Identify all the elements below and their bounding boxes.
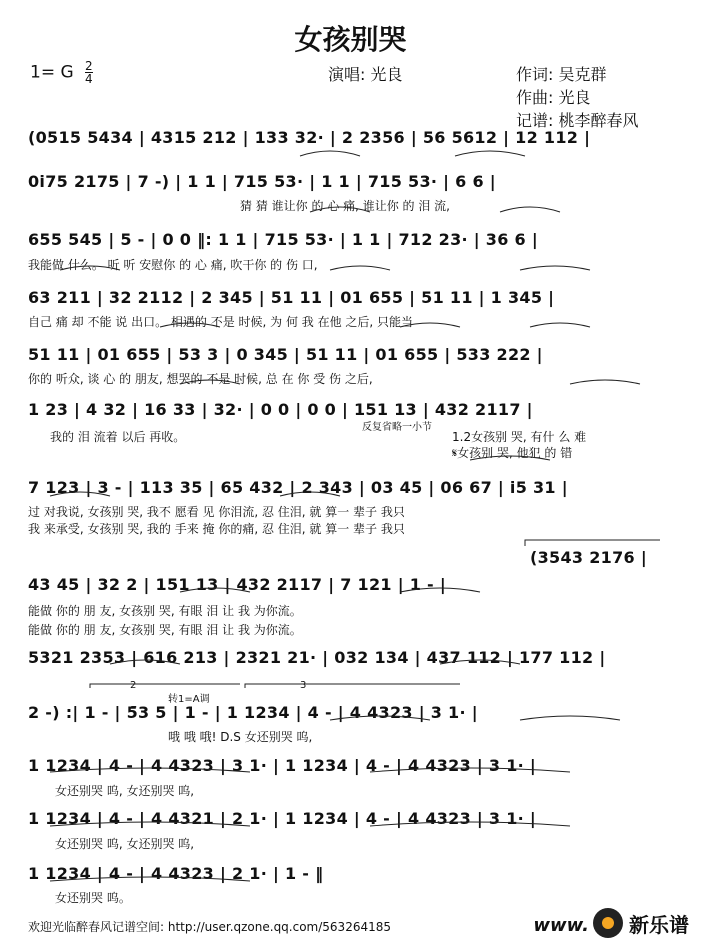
score-row-7: 7 123 | 3 - | 113 35 | 65 432 | 2 343 | 03 45 | 06 67 | i5 31 | bbox=[28, 478, 568, 497]
lyric-row-11: 女还别哭 呜, 女还别哭 呜, bbox=[55, 784, 195, 798]
key-label: 1= G bbox=[30, 62, 74, 83]
volta-bracket bbox=[90, 684, 240, 688]
time-sig-top: 2 bbox=[85, 59, 93, 73]
lyric-row-7b: 我 来承受, 女孩别 哭, 我的 手来 掩 你的痛, 忍 住泪, 就 算一 辈子 我只 bbox=[28, 522, 405, 536]
logo-text: 新乐谱 bbox=[629, 912, 689, 937]
lyric-row-8b: 能做 你的 朋 友, 女孩别 哭, 有眼 泪 让 我 为你流。 bbox=[28, 623, 302, 637]
lyric-row-13: 女还别哭 呜。 bbox=[55, 891, 131, 905]
score-row-2: 0i75 2175 | 7 -) | 1 1 | 715 53· | 1 1 | 715 53· | 6 6 | bbox=[28, 172, 496, 191]
time-sig-bottom: 4 bbox=[85, 72, 93, 86]
volta-3: 3 bbox=[300, 680, 307, 691]
score-row-6: 1 23 | 4 32 | 16 33 | 32· | 0 0 | 0 0 | 151 13 | 432 2117 | bbox=[28, 400, 533, 419]
slur-arc bbox=[455, 151, 525, 156]
score-row-13: 1 1234 | 4 - | 4 4323 | 2 1· | 1 - ‖ bbox=[28, 864, 324, 883]
score-row-9: 5321 2353 | 616 213 | 2321 21· | 032 134 | 437 112 | 177 112 | bbox=[28, 648, 606, 667]
volta-bracket bbox=[525, 540, 660, 546]
lyric-row-6c: 𝄋女孩别 哭, 他犯 的 错 bbox=[452, 446, 573, 460]
score-row-3: 655 545 | 5 - | 0 0 ‖: 1 1 | 715 53· | 1 1 | 712 23· | 36 6 | bbox=[28, 230, 538, 249]
repeat-note: 反复省略一小节 bbox=[362, 422, 432, 433]
lyric-row-7a: 过 对我说, 女孩别 哭, 我不 愿看 见 你泪流, 忍 住泪, 就 算一 辈子 我只 bbox=[28, 505, 405, 519]
ending-bracket: (3543 2176 | bbox=[530, 548, 647, 567]
slur-arc bbox=[570, 380, 640, 384]
score-row-11: 1 1234 | 4 - | 4 4323 | 3 1· | 1 1234 | 4 - | 4 4323 | 3 1· | bbox=[28, 756, 537, 775]
lyric-row-10: 哦 哦 哦! D.S 女还别哭 呜, bbox=[168, 730, 313, 744]
lyricist-credit: 作词: 吴克群 bbox=[516, 65, 607, 84]
footer-text: 欢迎光临醉春风记谱空间: http://user.qzone.qq.com/563264185 bbox=[28, 920, 392, 934]
score-row-4: 63 211 | 32 2112 | 2 345 | 51 11 | 01 655 | 51 11 | 1 345 | bbox=[28, 288, 555, 307]
singer-credit: 演唱: 光良 bbox=[328, 65, 403, 84]
volta-2: 2 bbox=[130, 680, 137, 691]
transcriber-credit: 记谱: 桃李醉春风 bbox=[516, 111, 639, 130]
www-text: www. bbox=[533, 915, 589, 936]
score-row-1: (0515 5434 | 4315 212 | 133 32· | 2 2356 | 56 5612 | 12 112 | bbox=[28, 128, 591, 147]
slur-arc bbox=[530, 323, 590, 327]
key-signature bbox=[30, 60, 93, 85]
lyric-row-12: 女还别哭 呜, 女还别哭 呜, bbox=[55, 837, 195, 851]
lyric-row-6b: 1.2女孩别 哭, 有什 么 难 bbox=[452, 430, 587, 444]
score-row-5: 51 11 | 01 655 | 53 3 | 0 345 | 51 11 | 01 655 | 533 222 | bbox=[28, 345, 543, 364]
slur-arc bbox=[500, 207, 560, 212]
slur-arc bbox=[520, 266, 590, 270]
score-row-10: 2 -) :| 1 - | 5̄3 5 | 1 - | 1 1234 | 4 - | 4 4323 | 3 1· | bbox=[28, 703, 478, 722]
lyric-row-6: 我的 泪 流着 以后 再收。 bbox=[50, 430, 186, 444]
volta-bracket bbox=[245, 684, 460, 688]
composer-credit: 作曲: 光良 bbox=[516, 88, 591, 107]
lyric-row-3: 我能做 什么。 听 听 安慰你 的 心 痛, 吹干你 的 伤 口, bbox=[28, 258, 318, 272]
score-row-8: 43 45 | 32 2 | 151 13 | 432 2117 | 7 121 | 1 - | bbox=[28, 575, 446, 594]
score-row-12: 1 1234 | 4 - | 4 4321 | 2 1· | 1 1234 | 4 - | 4 4323 | 3 1· | bbox=[28, 809, 537, 828]
slur-arc bbox=[520, 716, 620, 720]
site-logo bbox=[593, 906, 689, 940]
song-title: 女孩别哭 bbox=[294, 23, 407, 56]
modulation-note: 转1=A调 bbox=[168, 694, 210, 705]
time-signature bbox=[85, 60, 93, 85]
disc-icon bbox=[593, 908, 623, 938]
slur-arc bbox=[330, 266, 390, 270]
lyric-row-8a: 能做 你的 朋 友, 女孩别 哭, 有眼 泪 让 我 为你流。 bbox=[28, 604, 302, 618]
lyric-row-2: 猜 猜 谁让你 的 心 痛, 谁让你 的 泪 流, bbox=[240, 199, 450, 213]
slur-arc bbox=[300, 151, 360, 156]
lyric-row-5: 你的 听众, 谈 心 的 朋友, 想哭的 不是 时候, 总 在 你 受 伤 之后, bbox=[28, 372, 373, 386]
lyric-row-4: 自己 痛 却 不能 说 出口。 相遇的 不是 时候, 为 何 我 在他 之后, 只能当 bbox=[28, 315, 414, 329]
